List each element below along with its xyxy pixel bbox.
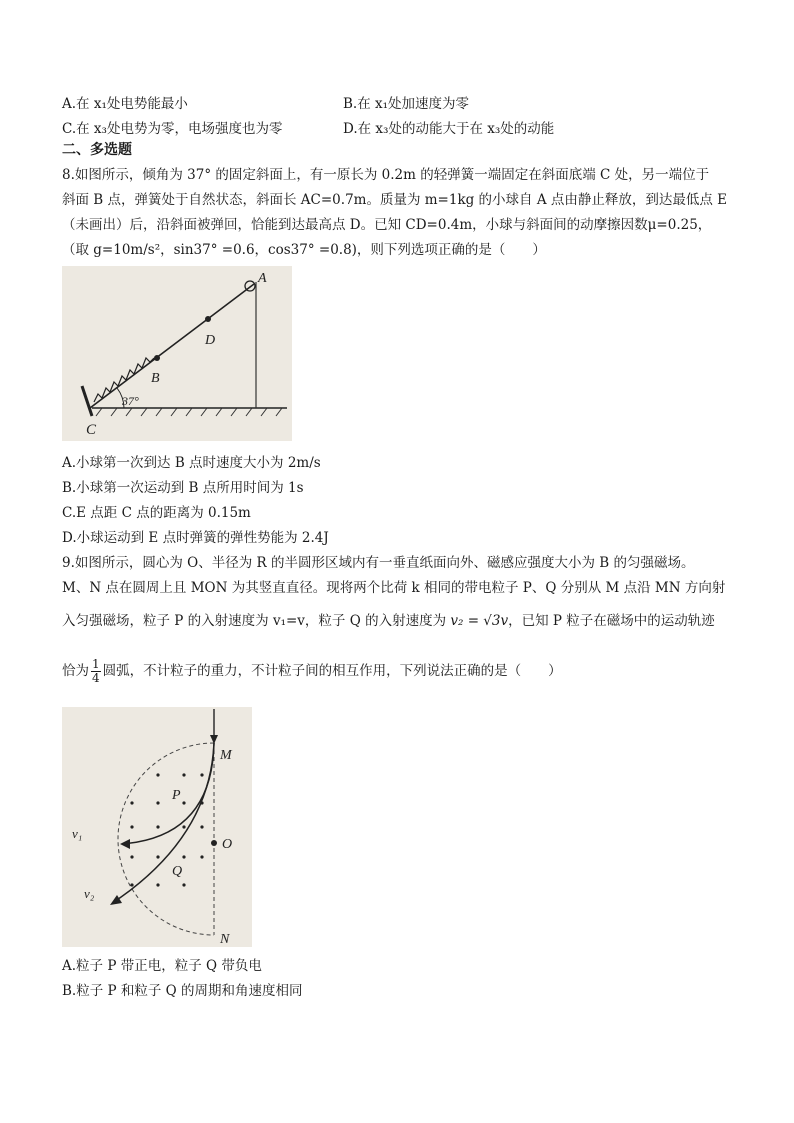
- trajectory-q: [114, 743, 214, 902]
- q8-option-a: A.小球第一次到达 B 点时速度大小为 2m/s: [62, 455, 321, 471]
- point-b: [154, 355, 160, 361]
- q7-option-b: B.在 x₁处加速度为零: [343, 96, 470, 112]
- wall-at-c: [82, 386, 92, 416]
- q7-option-c: C.在 x₃处电势为零，电场强度也为零: [62, 121, 283, 137]
- quarter-fraction: [91, 658, 101, 685]
- q9-stem-line3: [62, 611, 715, 631]
- q9-speed-formula: v₂ = √3v: [450, 613, 509, 629]
- center-o: [211, 840, 217, 846]
- q9-stem-line2: M、N 点在圆周上且 MON 为其竖直直径。现将两个比荷 k 相同的带电粒子 P、Q 分别从 M 点沿 MN 方向射: [62, 580, 726, 596]
- ground-hatching: [96, 408, 282, 416]
- fraction-denominator: 4: [92, 671, 100, 685]
- v1-arrowhead: [120, 839, 130, 849]
- q8-option-d: D.小球运动到 E 点时弹簧的弹性势能为 2.4J: [62, 530, 329, 546]
- angle-label: 37°: [122, 394, 139, 408]
- q8-option-c: C.E 点距 C 点的距离为 0.15m: [62, 505, 251, 521]
- field-dots: [130, 773, 203, 886]
- label-n: N: [220, 932, 230, 947]
- q9-magnetic-field-figure: [62, 707, 252, 947]
- label-a: A: [258, 271, 267, 286]
- q8-incline-figure: [62, 266, 292, 441]
- label-q: Q: [172, 864, 183, 879]
- q8-stem-line1: 8.如图所示，倾角为 37° 的固定斜面上，有一原长为 0.2m 的轻弹簧一端固定在斜面底端 C 处，另一端位于: [62, 167, 710, 183]
- q9-line4-text-before: 恰为: [62, 663, 89, 679]
- trajectory-p: [122, 743, 214, 844]
- label-p: P: [172, 788, 181, 803]
- q9-stem-line4: [62, 658, 562, 685]
- v2-arrowhead: [110, 895, 122, 905]
- q9-line3-text-after: ，已知 P 粒子在磁场中的运动轨迹: [508, 613, 715, 629]
- label-c: C: [86, 422, 97, 438]
- q9-option-b: B.粒子 P 和粒子 Q 的周期和角速度相同: [62, 983, 303, 999]
- q8-stem-line4: （取 g=10m/s²，sin37° =0.6，cos37° =0.8)，则下列选项正确的是（ ）: [62, 242, 546, 258]
- fraction-numerator: 1: [92, 657, 100, 671]
- ball-at-a: [245, 281, 255, 291]
- label-m: M: [220, 748, 232, 763]
- point-d: [205, 316, 211, 322]
- q9-option-a: A.粒子 P 带正电，粒子 Q 带负电: [62, 958, 262, 974]
- q9-stem-line1: 9.如图所示，圆心为 O、半径为 R 的半圆形区域内有一垂直纸面向外、磁感应强度大小为 B 的匀强磁场。: [62, 555, 695, 571]
- label-v2: v₂: [84, 886, 95, 901]
- q7-option-d: D.在 x₃处的动能大于在 x₃处的动能: [343, 121, 555, 137]
- label-b: B: [151, 371, 160, 386]
- q8-option-b: B.小球第一次运动到 B 点所用时间为 1s: [62, 480, 304, 496]
- label-o: O: [222, 837, 233, 852]
- section-title: 二、多选题: [62, 142, 132, 158]
- semicircle-boundary: [118, 743, 214, 935]
- label-d: D: [205, 333, 216, 348]
- q9-line4-text-after: 圆弧，不计粒子的重力，不计粒子间的相互作用，下列说法正确的是（ ）: [102, 663, 562, 679]
- incline-line: [90, 284, 254, 408]
- q9-line3-text-before: 入匀强磁场，粒子 P 的入射速度为 v₁=v，粒子 Q 的入射速度为: [62, 613, 451, 629]
- q7-option-a: A.在 x₁处电势能最小: [62, 96, 188, 112]
- label-v1: v₁: [72, 826, 83, 841]
- q8-stem-line3: （未画出）后，沿斜面被弹回，恰能到达最高点 D。已知 CD=0.4m，小球与斜面间的动摩擦因数μ=0.25，: [62, 217, 712, 233]
- q8-stem-line2: 斜面 B 点，弹簧处于自然状态，斜面长 AC=0.7m。质量为 m=1kg 的小球自 A 点由静止释放，到达最低点 E: [62, 192, 728, 208]
